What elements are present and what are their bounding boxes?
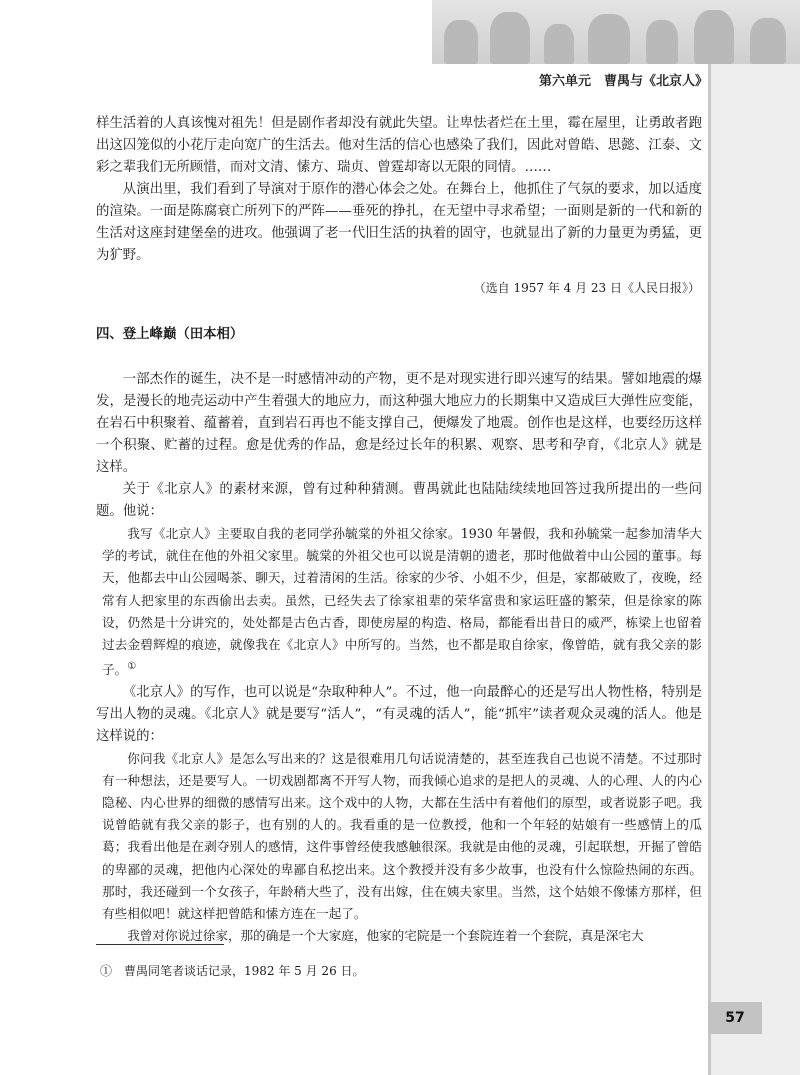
page-number: 57 <box>708 1002 762 1034</box>
paragraph: 样生活着的人真该愧对祖先！但是剧作者却没有就此失望。让卑怯者烂在土里，霉在屋里，让勇敢者跑出这囚笼似的小花厅走向宽广的生活去。他对生活的信心也感染了我们，因此对曾皓、思懿、江泰、文彩之辈我们无所顾惜，而对文清、愫方、瑞贞、曾霆却寄以无限的同情。…… <box>96 116 702 175</box>
footnote: ① 曹禺同笔者谈话记录，1982 年 5 月 26 日。 <box>100 964 365 978</box>
section-heading: 四、登上峰巅（田本相） <box>96 326 244 342</box>
paragraph: 关于《北京人》的素材来源，曾有过种种猜测。曹禺就此也陆陆续续地回答过我所提出的一些问题。他说： <box>96 482 702 519</box>
unit-title: 第六单元 曹禺与《北京人》 <box>538 74 708 89</box>
source-citation: （选自 1957 年 4 月 23 日《人民日报》） <box>473 281 700 295</box>
block-quote <box>96 523 702 682</box>
paragraph: 从演出里，我们看到了导演对于原作的潜心体会之处。在舞台上，他抓住了气氛的要求，加以适度的渲染。一面是陈腐衰亡所列下的严阵——垂死的挣扎，在无望中寻求希望；一面则是新的一代和新的生活对这座封建堡垒的进攻。他强调了老一代旧生活的执着的固守，也就显出了新的力量更为勇猛，更为犷野。 <box>96 182 702 263</box>
header-photo-banner <box>432 0 800 64</box>
block-quote: 你问我《北京人》是怎么写出来的？这是很难用几句话说清楚的，甚至连我自己也说不清楚。不过那时有一种想法，还是要写人。一切戏剧都离不开写人物，而我倾心追求的是把人的灵魂、人的心理、人的内心隐秘、内心世界的细微的感情写出来。这个戏中的人物，大都在生活中有着他们的原型，或者说影子吧。我说曾皓就有我父亲的影子，也有别的人的。我看重的是一位教授，他和一个年轻的姑娘有一些感情上的瓜葛；我看出他是在剥夺别人的感情，这件事曾经使我感触很深。我就是由他的灵魂，引起联想，开掘了曾皓的卑鄙的灵魂，把他内心深处的卑鄙自私挖出来。这个教授并没有多少故事，也没有什么惊险热闹的东西。那时，我还碰到一个女孩子，年龄稍大些了，没有出嫁，住在姨夫家里。当然，这个姑娘不像愫方那样，但有些相似吧！就这样把曾皓和愫方连在一起了。 <box>102 750 702 922</box>
footnote-divider <box>96 944 224 945</box>
margin-band <box>708 64 800 1075</box>
quote-text: 我写《北京人》主要取自我的老同学孙毓棠的外祖父徐家。1930 年暑假，我和孙毓棠一起参加清华大学的考试，就住在他的外祖父家里。毓棠的外祖父也可以说是清朝的遗老，那时他做着中山公园的董事。每天，他都去中山公园喝茶、聊天，过着清闲的生活。徐家的少爷、小姐不少，但是，家都破败了，夜晚，经常有人把家里的东西偷出去卖。虽然，已经失去了徐家祖辈的荣华富贵和家运旺盛的繁荣，但是徐家的陈设，仍然是十分讲究的，处处都是古色古香，即使房屋的构造、格局，都能看出昔日的威严，栋梁上也留着过去金碧辉煌的痕迹，就像我在《北京人》中所写的。当然，也不都是取自徐家，像曾皓，就有我父亲的影子。 <box>102 526 702 678</box>
page-body <box>96 113 702 947</box>
paragraph: 《北京人》的写作，也可以说是“杂取种种人”。不过，他一向最醉心的还是写出人物性格，特别是写出人物的灵魂。《北京人》就是要写“活人”，“有灵魂的活人”，能“抓牢”读者观众灵魂的活人。他是这样说的： <box>96 684 702 744</box>
paragraph: 一部杰作的诞生，决不是一时感情冲动的产物，更不是对现实进行即兴速写的结果。譬如地震的爆发，是漫长的地壳运动中产生着强大的地应力，而这种强大地应力的长期集中又造成巨大弹性应变能，在岩石中积聚着、蕴蓄着，直到岩石再也不能支撑自己，便爆发了地震。创作也是这样，也要经历这样一个积聚、贮蓄的过程。愈是优秀的作品，愈是经过长年的积累、观察、思考和孕育，《北京人》就是这样。 <box>96 372 702 475</box>
footnote-marker[interactable]: ① <box>127 661 137 673</box>
block-quote: 我曾对你说过徐家，那的确是一个大家庭，他家的宅院是一个套院连着一个套院，真是深宅大 <box>127 928 644 944</box>
